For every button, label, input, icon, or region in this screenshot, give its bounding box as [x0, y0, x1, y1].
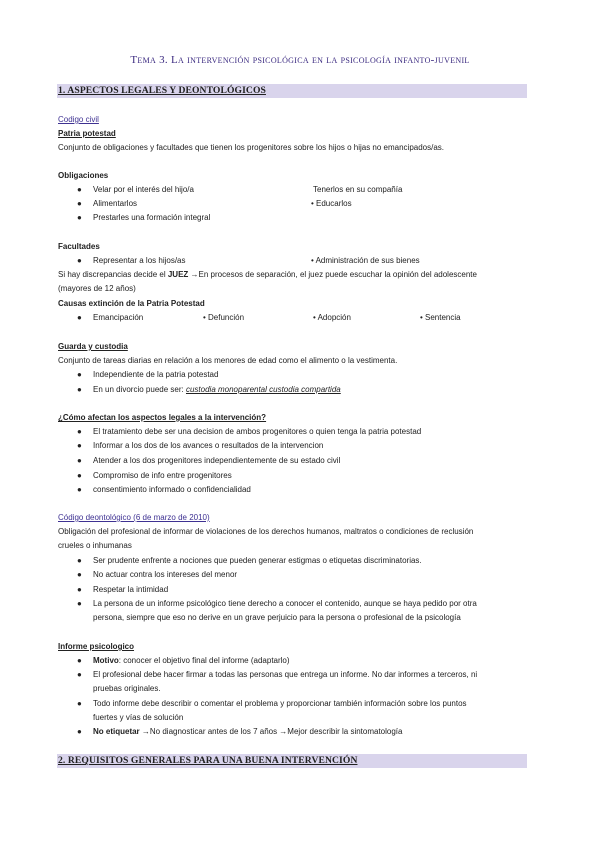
bullet: ● [77, 585, 82, 594]
bullet: ● [77, 699, 82, 708]
obligacion-item: Tenerlos en su compañía [313, 185, 403, 194]
afectan-item: Compromiso de info entre progenitores [93, 471, 232, 480]
facultad-item: Representar a los hijos/as [93, 256, 186, 265]
informe-item: El profesional debe hacer firmar a todas las personas que entrega un informe. No dar informes a terceros, ni [93, 670, 478, 679]
afectan-item: consentimiento informado o confidencialidad [93, 485, 251, 494]
bullet: ● [77, 599, 82, 608]
bullet: ● [77, 471, 82, 480]
guarda-item: En un divorcio puede ser: custodia monoparental custodia compartida [93, 385, 341, 394]
guarda-definition: Conjunto de tareas diarias en relación a los menores de edad como el alimento o la vestimenta. [58, 356, 398, 365]
causa-item: Emancipación [93, 313, 144, 322]
bullet: ● [77, 427, 82, 436]
informe-item-cont: fuertes y vías de solución [93, 713, 184, 722]
causas-label: Causas extinción de la Patria Potestad [58, 299, 205, 308]
causa-item: • Adopción [313, 313, 351, 322]
causa-item: • Sentencia [420, 313, 461, 322]
obligaciones-label: Obligaciones [58, 171, 109, 180]
guarda-heading: Guarda y custodia [58, 342, 128, 351]
deontologico-definition: Obligación del profesional de informar de violaciones de los derechos humanos, maltratos o condiciones de reclusión [58, 527, 474, 536]
afectan-item: Informar a los dos de los avances o resultados de la intervencion [93, 441, 324, 450]
informe-item: No etiquetar →No diagnosticar antes de los 7 años →Mejor describir la sintomatología [93, 727, 403, 736]
deontologico-item: La persona de un informe psicológico tiene derecho a conocer el contenido, aunque se haya pedido por otra [93, 599, 477, 608]
section-1-heading: 1. ASPECTOS LEGALES Y DEONTOLÓGICOS [58, 85, 266, 96]
afectan-item: El tratamiento debe ser una decision de ambos progenitores o quien tenga la patria potestad [93, 427, 422, 436]
bullet: ● [77, 727, 82, 736]
bullet: ● [77, 199, 82, 208]
deontologico-item-cont: persona, siempre que eso no derive en un grave perjuicio para la persona o profesional de la psicología [93, 613, 461, 622]
bullet: ● [77, 256, 82, 265]
bullet: ● [77, 213, 82, 222]
informe-item: Motivo: conocer el objetivo final del informe (adaptarlo) [93, 656, 290, 665]
bullet: ● [77, 385, 82, 394]
discrepancias-line: Si hay discrepancias decide el JUEZ →En procesos de separación, el juez puede escuchar la opinión del adolescente [58, 270, 477, 279]
obligacion-item: Prestarles una formación integral [93, 213, 211, 222]
bullet: ● [77, 670, 82, 679]
causa-item: • Defunción [203, 313, 245, 322]
patria-potestad-definition: Conjunto de obligaciones y facultades que tienen los progenitores sobre los hijos o hijas no emancipados/as. [58, 143, 445, 152]
page-title: Tema 3. La intervención psicológica en la psicología infanto-juvenil [130, 54, 470, 66]
informe-item-cont: pruebas originales. [93, 684, 161, 693]
bullet: ● [77, 370, 82, 379]
bullet: ● [77, 313, 82, 322]
codigo-civil-heading: Codigo civil [58, 115, 99, 124]
afectan-heading: ¿Cómo afectan los aspectos legales a la intervención? [58, 413, 267, 422]
deontologico-item: Ser prudente enfrente a nociones que pueden generar estigmas o etiquetas discriminatorias. [93, 556, 422, 565]
deontologico-item: Respetar la intimidad [93, 585, 169, 594]
deontologico-definition-2: crueles o inhumanas [58, 541, 132, 550]
afectan-item: Atender a los dos progenitores independientemente de su estado civil [93, 456, 341, 465]
patria-potestad-heading: Patria potestad [58, 129, 116, 138]
bullet: ● [77, 185, 82, 194]
bullet: ● [77, 485, 82, 494]
bullet: ● [77, 656, 82, 665]
informe-item: Todo informe debe describir o comentar el problema y proporcionar también información sobre los puntos [93, 699, 467, 708]
guarda-item: Independiente de la patria potestad [93, 370, 219, 379]
facultades-label: Facultades [58, 242, 100, 251]
obligacion-item: Velar por el interés del hijo/a [93, 185, 194, 194]
deontologico-heading: Código deontológico (6 de marzo de 2010) [58, 513, 210, 522]
informe-heading: Informe psicologico [58, 642, 135, 651]
bullet: ● [77, 556, 82, 565]
bullet: ● [77, 570, 82, 579]
discrepancias-line-2: (mayores de 12 años) [58, 284, 136, 293]
bullet: ● [77, 456, 82, 465]
bullet: ● [77, 441, 82, 450]
facultad-item: • Administración de sus bienes [311, 256, 420, 265]
obligacion-item: • Educarlos [311, 199, 352, 208]
obligacion-item: Alimentarlos [93, 199, 138, 208]
deontologico-item: No actuar contra los intereses del menor [93, 570, 238, 579]
section-2-heading: 2. REQUISITOS GENERALES PARA UNA BUENA INTERVENCIÓN [58, 755, 358, 766]
